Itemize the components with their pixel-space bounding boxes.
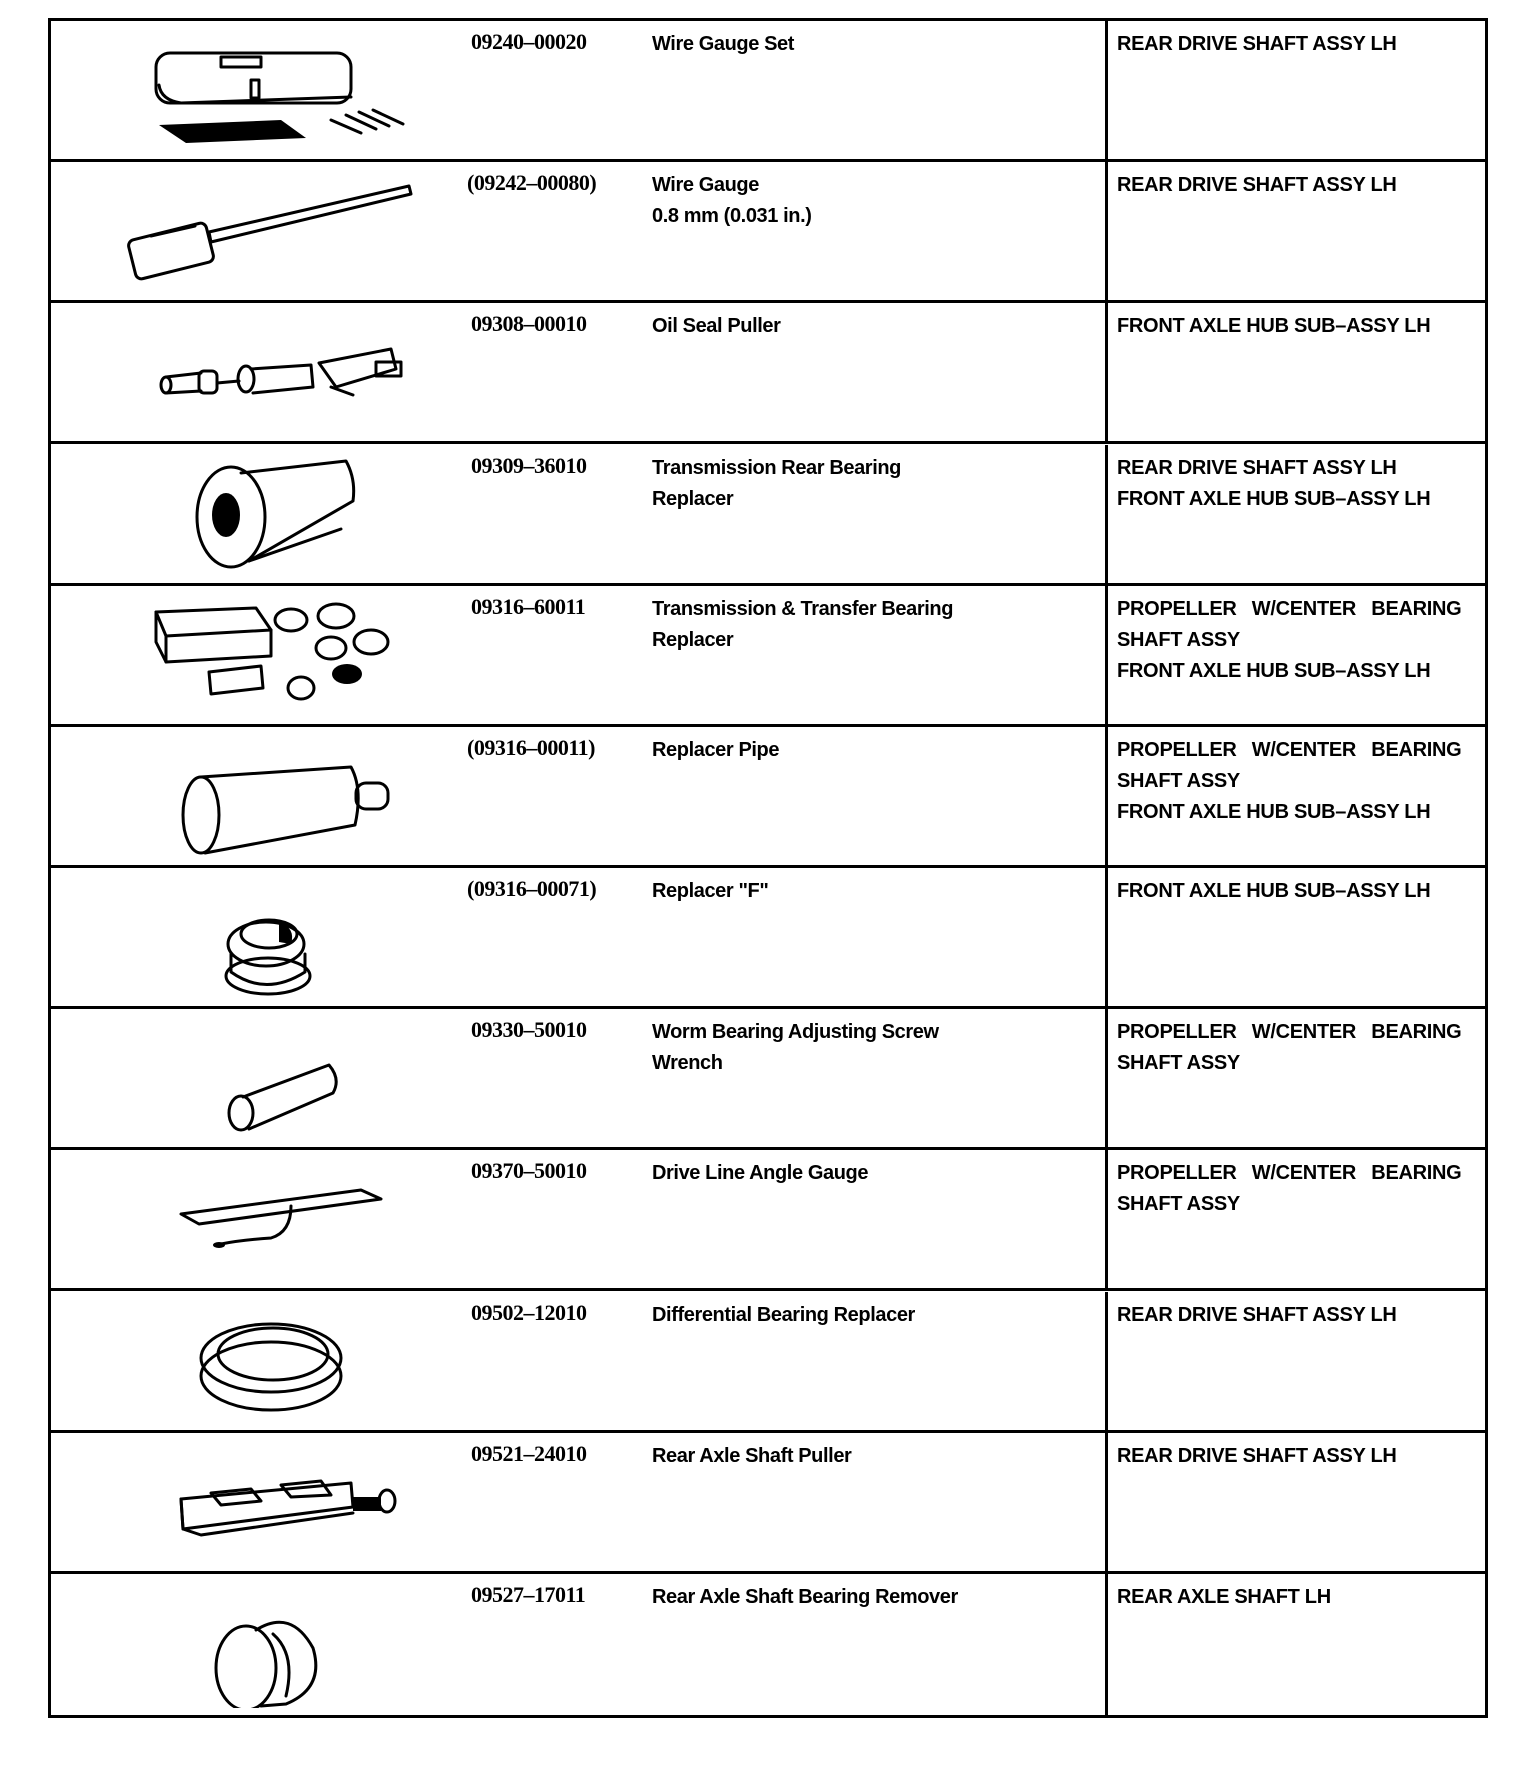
tool-cell (51, 1433, 1105, 1571)
tool-name-line: Rear Axle Shaft Bearing Remover (652, 1585, 958, 1608)
tool-name-line: Transmission & Transfer Bearing (652, 597, 954, 620)
bearing-replacer-kit-icon (91, 590, 471, 720)
tool-name-line: Drive Line Angle Gauge (652, 1162, 869, 1185)
bearing-replacer-icon (91, 449, 471, 579)
application-line: SHAFT ASSY (1117, 769, 1240, 792)
table-row (51, 1009, 1485, 1150)
tool-name-line: 0.8 mm (0.031 in.) (652, 205, 812, 228)
table-row (51, 445, 1485, 586)
application-line: PROPELLER W/CENTER BEARING (1117, 1162, 1462, 1185)
differential-replacer-icon (91, 1296, 471, 1426)
tool-name-line: Replacer Pipe (652, 738, 780, 761)
tool-name (652, 1017, 1092, 1079)
tool-name-line: Oil Seal Puller (652, 315, 781, 338)
axle-shaft-puller-icon (91, 1437, 471, 1567)
oil-seal-puller-icon (91, 307, 471, 437)
application-line: FRONT AXLE HUB SUB–ASSY LH (1117, 659, 1431, 682)
tool-name (652, 594, 1092, 656)
tool-name-line: Differential Bearing Replacer (652, 1303, 915, 1326)
application-line: SHAFT ASSY (1117, 628, 1240, 651)
part-number: 09527–17011 (471, 1581, 586, 1607)
tool-name (652, 1158, 1092, 1189)
tool-name-line: Worm Bearing Adjusting Screw (652, 1021, 939, 1044)
application-line: PROPELLER W/CENTER BEARING (1117, 597, 1462, 620)
part-number: (09316–00071) (467, 876, 597, 901)
table-row (51, 21, 1485, 162)
tool-cell (51, 21, 1105, 159)
part-number: (09242–00080) (467, 170, 597, 196)
tool-name (652, 29, 1092, 60)
part-number: 09240–00020 (471, 29, 587, 54)
tool-cell (51, 162, 1105, 300)
tool-name (652, 876, 1092, 907)
wrench-tube-icon (91, 1013, 471, 1143)
application-cell (1105, 727, 1485, 865)
application-line: REAR DRIVE SHAFT ASSY LH (1117, 33, 1397, 55)
application-line: SHAFT ASSY (1117, 1052, 1240, 1075)
tool-name (652, 311, 1092, 342)
tool-cell (51, 1009, 1105, 1147)
application-cell (1105, 303, 1485, 441)
application-cell (1105, 162, 1485, 300)
part-number: 09316–60011 (471, 593, 586, 619)
tool-name (652, 1300, 1092, 1331)
application-cell (1105, 1292, 1485, 1430)
tool-cell (51, 303, 1105, 441)
application-line: FRONT AXLE HUB SUB–ASSY LH (1117, 800, 1431, 823)
table-row (51, 1292, 1485, 1433)
application-line: FRONT AXLE HUB SUB–ASSY LH (1117, 880, 1431, 902)
application-cell (1105, 1009, 1485, 1147)
wire-gauge-icon (91, 166, 471, 296)
part-number: 09309–36010 (471, 452, 587, 478)
part-number: 09330–50010 (471, 1017, 587, 1043)
tool-name-line: Rear Axle Shaft Puller (652, 1444, 852, 1467)
table-row (51, 162, 1485, 303)
tool-name-line: Replacer (652, 628, 734, 651)
table-row (51, 727, 1485, 868)
tool-cell (51, 868, 1105, 1006)
application-cell (1105, 1433, 1485, 1571)
table-row (51, 868, 1485, 1009)
table-row (51, 1574, 1485, 1715)
bearing-remover-icon (91, 1578, 471, 1708)
tool-cell (51, 727, 1105, 865)
tool-name-line: Wire Gauge Set (652, 33, 795, 55)
application-cell (1105, 445, 1485, 583)
tool-name (652, 453, 1092, 515)
tool-name (652, 1582, 1092, 1613)
table-row (51, 1150, 1485, 1291)
replacer-pipe-icon (91, 731, 471, 861)
application-line: REAR DRIVE SHAFT ASSY LH (1117, 1444, 1397, 1467)
application-line: REAR AXLE SHAFT LH (1117, 1585, 1331, 1608)
angle-gauge-icon (91, 1154, 471, 1284)
special-service-tools-table (48, 18, 1488, 1718)
application-cell (1105, 1574, 1485, 1715)
tool-name-line: Replacer (652, 487, 734, 510)
wire-gauge-set-icon (91, 25, 471, 155)
application-line: FRONT AXLE HUB SUB–ASSY LH (1117, 487, 1431, 510)
application-cell (1105, 1150, 1485, 1288)
part-number: 09308–00010 (471, 311, 587, 337)
tool-name-line: Transmission Rear Bearing (652, 456, 901, 479)
part-number: 09502–12010 (471, 1299, 587, 1325)
tool-cell (51, 445, 1105, 583)
application-line: REAR DRIVE SHAFT ASSY LH (1117, 174, 1397, 197)
application-line: REAR DRIVE SHAFT ASSY LH (1117, 1303, 1397, 1326)
replacer-f-icon (91, 872, 471, 1002)
tool-name (652, 1441, 1092, 1472)
application-cell (1105, 586, 1485, 724)
tool-cell (51, 1292, 1105, 1430)
tool-cell (51, 1574, 1105, 1715)
application-line: PROPELLER W/CENTER BEARING (1117, 1021, 1462, 1044)
application-cell (1105, 868, 1485, 1006)
part-number: (09316–00011) (467, 734, 595, 760)
tool-name (652, 735, 1092, 766)
application-line: SHAFT ASSY (1117, 1193, 1240, 1216)
tool-name-line: Replacer "F" (652, 880, 769, 902)
tool-name (652, 170, 1092, 232)
part-number: 09521–24010 (471, 1440, 587, 1466)
part-number: 09370–50010 (471, 1158, 587, 1184)
tool-cell (51, 586, 1105, 724)
table-row (51, 1433, 1485, 1574)
application-line: REAR DRIVE SHAFT ASSY LH (1117, 456, 1397, 479)
table-row (51, 586, 1485, 727)
table-row (51, 303, 1485, 444)
tool-name-line: Wrench (652, 1052, 723, 1075)
application-cell (1105, 21, 1485, 159)
tool-name-line: Wire Gauge (652, 174, 759, 197)
application-line: FRONT AXLE HUB SUB–ASSY LH (1117, 315, 1431, 338)
application-line: PROPELLER W/CENTER BEARING (1117, 738, 1462, 761)
tool-cell (51, 1150, 1105, 1288)
